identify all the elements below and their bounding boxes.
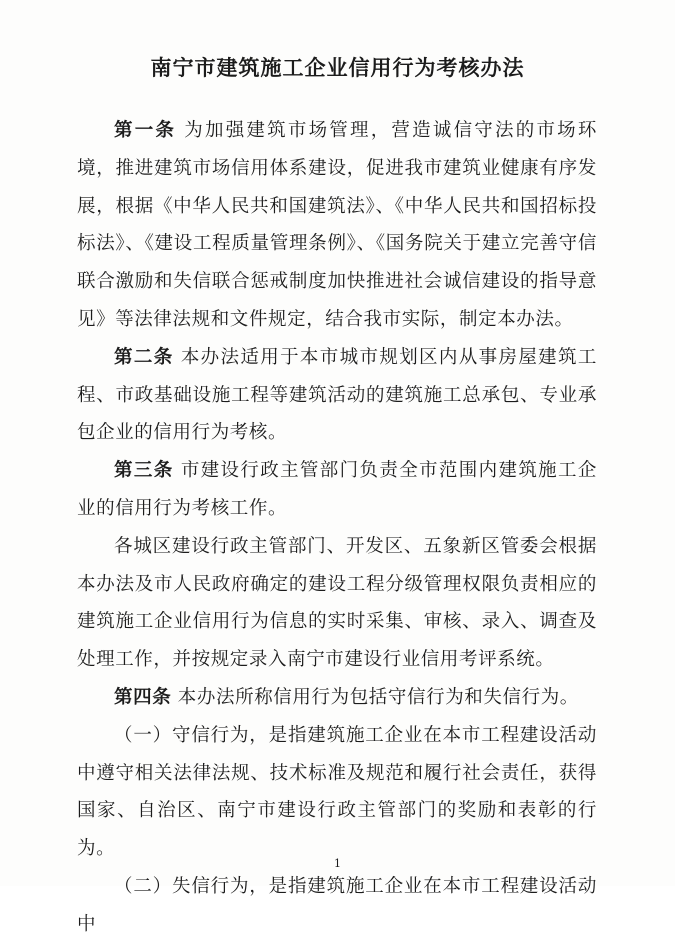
article-4-item-1 <box>77 717 597 868</box>
article-text: 本办法适用于本市城市规划区内从事房屋建筑工程、市政基础设施工程等建筑活动的建筑施工总承包、专业承包企业的信用行为考核。 <box>77 346 597 444</box>
article-1 <box>77 112 597 339</box>
paragraph-text: （一）守信行为，是指建筑施工企业在本市工程建设活动中遵守相关法律法规、技术标准及规范和履行社会责任，获得国家、自治区、南宁市建设行政主管部门的奖励和表彰的行为。 <box>77 724 597 860</box>
article-heading: 第一条 <box>114 120 177 141</box>
article-text: 为加强建筑市场管理，营造诚信守法的市场环境，推进建筑市场信用体系建设，促进我市建筑业健康有序发展，根据《中华人民共和国建筑法》、《中华人民共和国招标投标法》、《建设工程质量管理条例》、《国务院关于建立完善守信联合激励和失信联合惩戒制度加快推进社会诚信建设的指导意见》等法律法规和文件规定，结合我市实际，制定本办法。 <box>77 120 597 330</box>
article-4 <box>77 679 597 717</box>
article-3-clause <box>77 528 597 679</box>
document-title: 南宁市建筑施工企业信用行为考核办法 <box>150 56 525 80</box>
page-number: 1 <box>334 857 341 870</box>
paragraph-text: （二）失信行为，是指建筑施工企业在本市工程建设活动中 <box>77 875 597 935</box>
article-text: 本办法所称信用行为包括守信行为和失信行为。 <box>177 686 579 708</box>
article-3 <box>77 452 597 528</box>
paragraph-text: 各城区建设行政主管部门、开发区、五象新区管委会根据本办法及市人民政府确定的建设工程分级管理权限负责相应的建筑施工企业信用行为信息的实时采集、审核、录入、调查及处理工作，并按规定录入南宁市建设行业信用考评系统。 <box>77 535 597 671</box>
article-heading: 第三条 <box>114 460 174 482</box>
article-4-item-2 <box>77 868 597 944</box>
article-heading: 第四条 <box>114 686 172 708</box>
article-heading: 第二条 <box>114 346 174 368</box>
document-body <box>77 112 597 944</box>
article-text: 市建设行政主管部门负责全市范围内建筑施工企业的信用行为考核工作。 <box>77 460 597 519</box>
article-2 <box>77 339 597 452</box>
